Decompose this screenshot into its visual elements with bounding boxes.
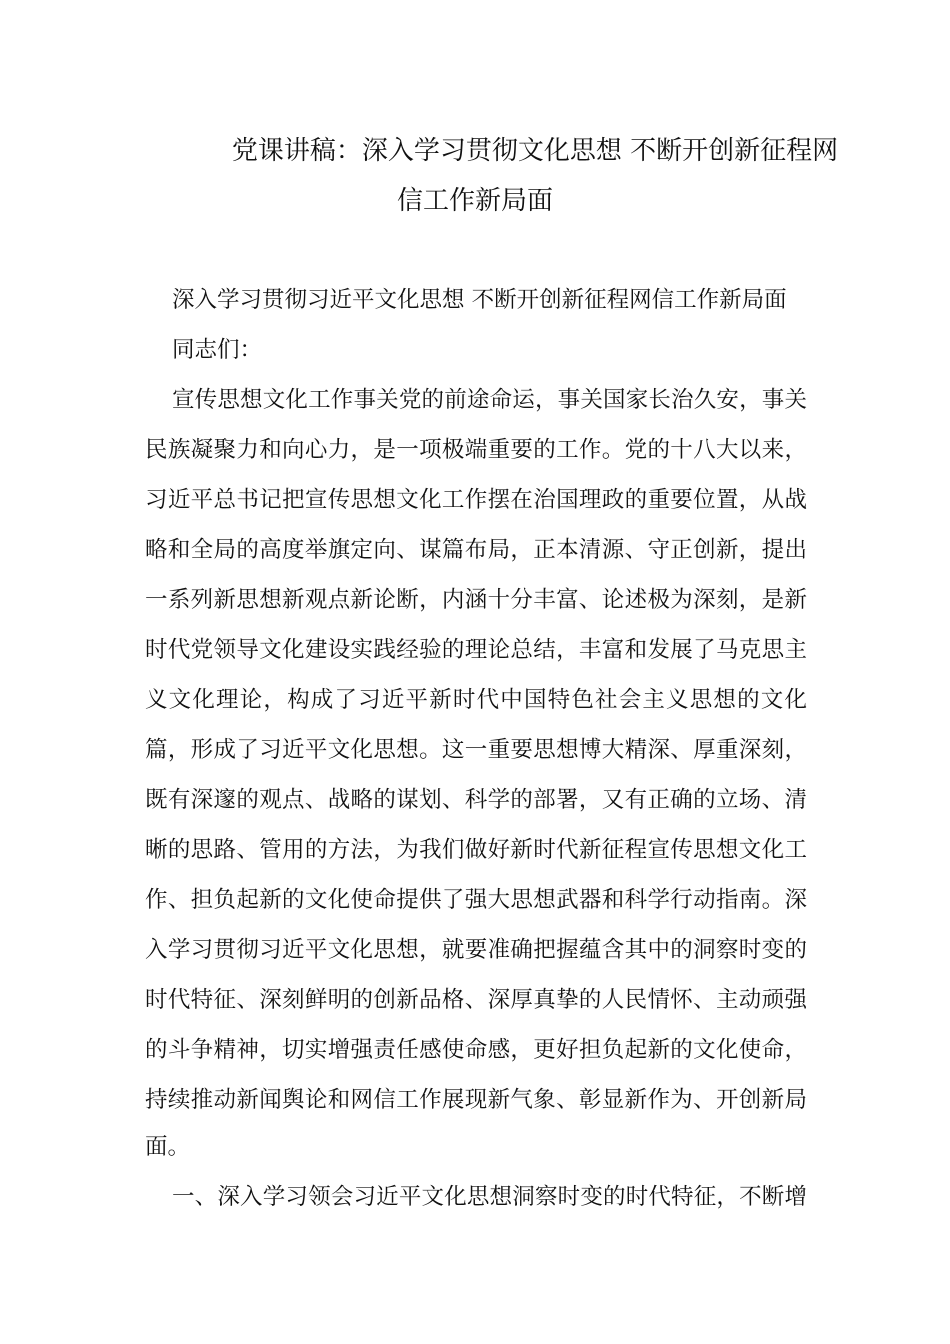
paragraph-line: 一系列新思想新观点新论断，内涵十分丰富、论述极为深刻，是新 xyxy=(145,587,807,613)
paragraph-line: 的斗争精神，切实增强责任感使命感，更好担负起新的文化使命， xyxy=(145,1037,807,1063)
paragraph-line: 时代特征、深刻鲜明的创新品格、深厚真挚的人民情怀、主动顽强 xyxy=(145,987,807,1013)
paragraph-line: 时代党领导文化建设实践经验的理论总结，丰富和发展了马克思主 xyxy=(145,637,807,663)
paragraph-line: 义文化理论，构成了习近平新时代中国特色社会主义思想的文化 xyxy=(145,687,807,713)
paragraph-line: 宣传思想文化工作事关党的前途命运，事关国家长治久安，事关 xyxy=(172,387,807,413)
paragraph-line: 篇，形成了习近平文化思想。这一重要思想博大精深、厚重深刻， xyxy=(145,737,807,763)
document-title-line-1: 党课讲稿：深入学习贯彻文化思想 不断开创新征程网 xyxy=(231,136,839,166)
section-1-heading: 一、深入学习领会习近平文化思想洞察时变的时代特征，不断增 xyxy=(172,1184,807,1210)
paragraph-line: 持续推动新闻舆论和网信工作展现新气象、彰显新作为、开创新局 xyxy=(145,1087,807,1113)
paragraph-line: 晰的思路、管用的方法，为我们做好新时代新征程宣传思想文化工 xyxy=(145,837,807,863)
paragraph-line: 略和全局的高度举旗定向、谋篇布局，正本清源、守正创新，提出 xyxy=(145,537,807,563)
document-subtitle: 深入学习贯彻习近平文化思想 不断开创新征程网信工作新局面 xyxy=(172,287,787,313)
paragraph-line: 入学习贯彻习近平文化思想，就要准确把握蕴含其中的洞察时变的 xyxy=(145,937,807,963)
greeting: 同志们： xyxy=(172,337,263,363)
paragraph-line: 习近平总书记把宣传思想文化工作摆在治国理政的重要位置，从战 xyxy=(145,487,807,513)
paragraph-line: 民族凝聚力和向心力，是一项极端重要的工作。党的十八大以来， xyxy=(145,437,807,463)
paragraph-line: 面。 xyxy=(145,1134,191,1160)
paragraph-line: 既有深邃的观点、战略的谋划、科学的部署，又有正确的立场、清 xyxy=(145,787,807,813)
paragraph-line: 作、担负起新的文化使命提供了强大思想武器和科学行动指南。深 xyxy=(145,887,807,913)
document-title-line-2: 信工作新局面 xyxy=(396,186,553,216)
